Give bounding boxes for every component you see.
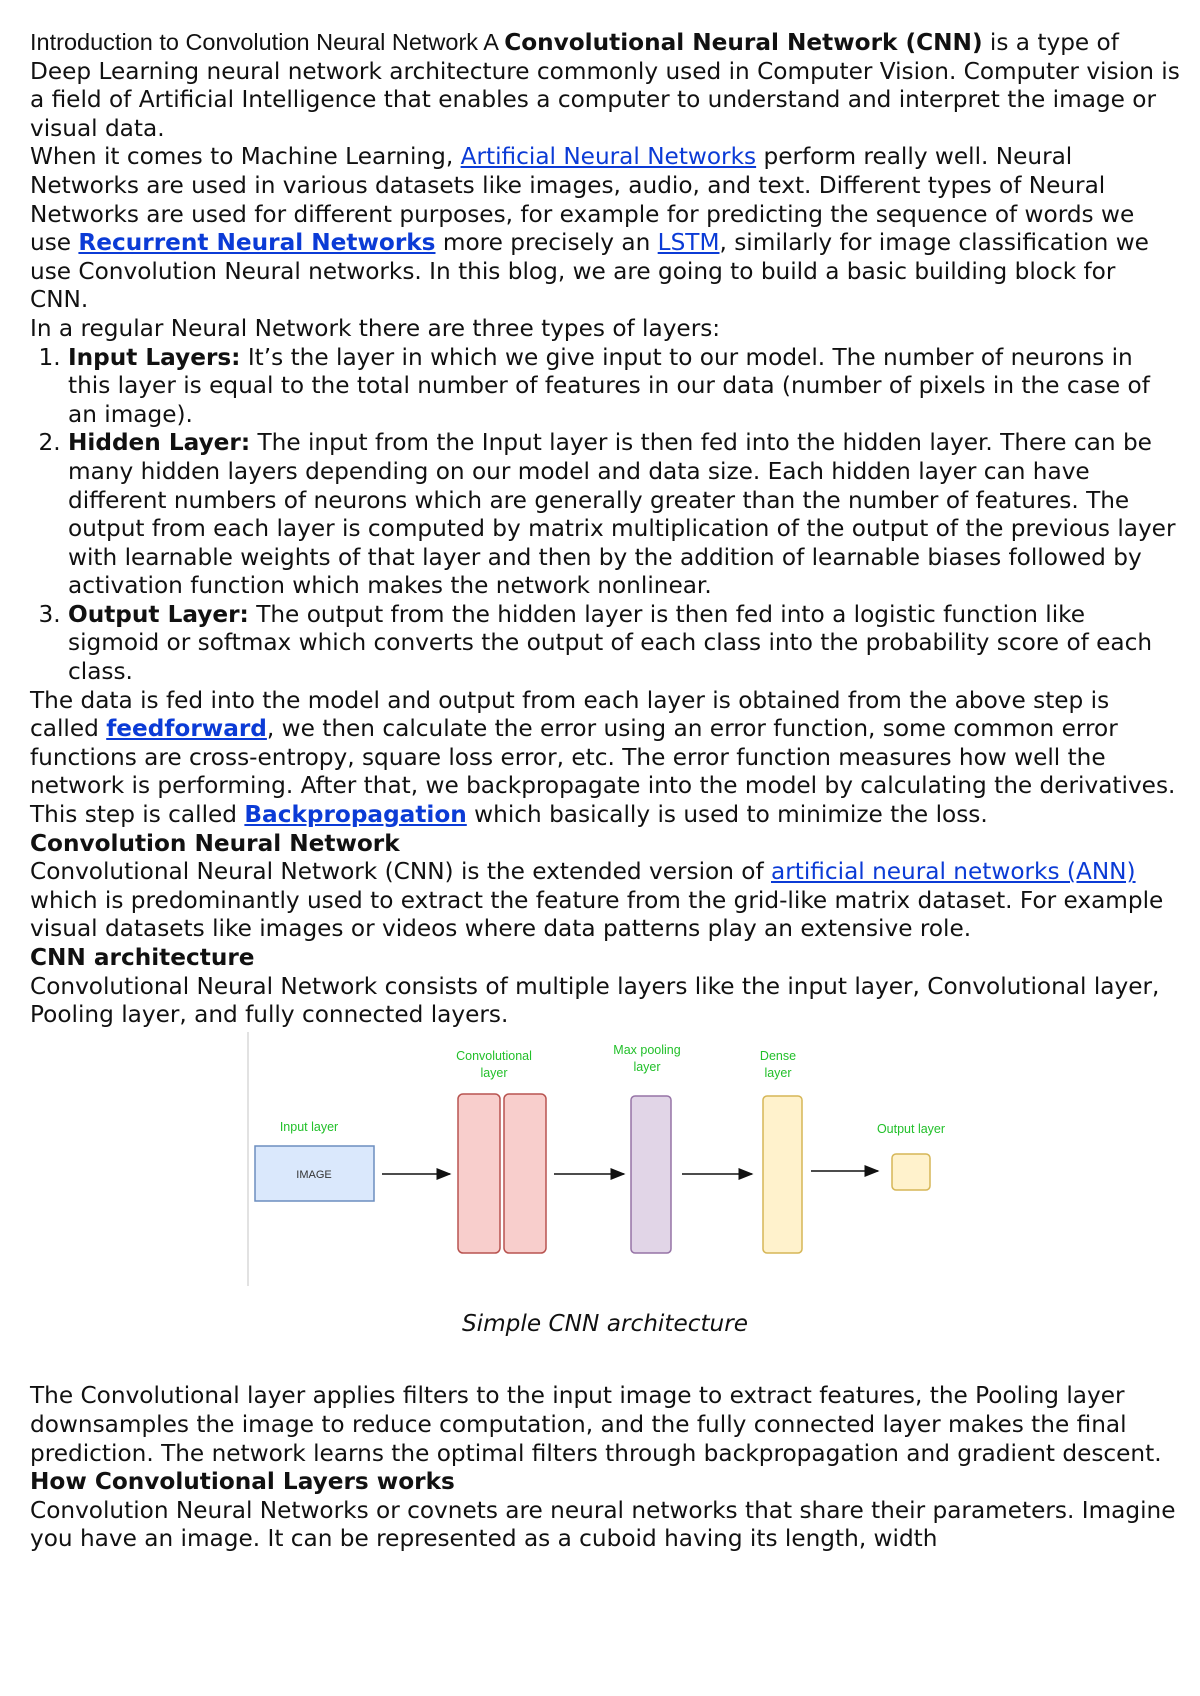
link-recurrent-neural-networks[interactable]: Recurrent Neural Networks xyxy=(78,229,436,257)
cnn-paragraph xyxy=(30,858,1180,944)
covnets-paragraph: Convolution Neural Networks or covnets are neural networks that share their parameters. Imagine you have an image. It can be represented as a cuboid having its length, width xyxy=(30,1496,1176,1553)
input-image-text: IMAGE xyxy=(296,1168,332,1181)
list-item-label: Output Layer: xyxy=(68,600,249,628)
text-run: , we then calculate the error using an error function, some common error functions are cross-entropy, square loss error, etc. The error function measures how well the network is performing. After that, we backpropagate into the model by calculating the derivatives. This step is called xyxy=(30,715,1176,829)
text-run: more precisely an xyxy=(435,229,658,257)
heading-convolution-neural-network: Convolution Neural Network xyxy=(30,829,400,857)
list-item-text: It’s the layer in which we give input to our model. The number of neurons in this layer is equal to the total number of features in our data (number of pixels in the case of an image). xyxy=(68,343,1150,428)
feedforward-paragraph xyxy=(30,687,1180,830)
layers-intro: In a regular Neural Network there are three types of layers: xyxy=(30,314,721,342)
ml-paragraph xyxy=(30,143,1180,315)
intro-rest: is a type of Deep Learning neural network architecture commonly used in Computer Vision. Computer vision is a field of Artificial Intelligence that enables a computer to understand and interpret the image or visual data. xyxy=(30,29,1180,142)
list-item-label: Hidden Layer: xyxy=(68,429,251,457)
text-run: which is predominantly used to extract the feature from the grid-like matrix dataset. For example visual datasets like images or videos where data patterns play an extensive role. xyxy=(30,886,1164,943)
link-artificial-neural-networks-ann[interactable]: artificial neural networks (ANN) xyxy=(771,858,1136,886)
dense-layer-label-line1: Dense xyxy=(759,1048,797,1063)
heading-cnn-architecture: CNN architecture xyxy=(30,944,255,971)
input-layer-label: Input layer xyxy=(279,1119,339,1134)
cnn-diagram xyxy=(30,1032,1180,1310)
output-layer-block xyxy=(892,1154,930,1190)
spacer xyxy=(30,1338,1180,1382)
text-run: , similarly for image classification we use Convolution Neural networks. In this blog, we are going to build a basic building block for CNN. xyxy=(30,229,1149,314)
heading-how-conv-layers-work: How Convolutional Layers works xyxy=(30,1468,455,1496)
link-artificial-neural-networks[interactable]: Artificial Neural Networks xyxy=(460,143,757,171)
output-layer-label: Output layer xyxy=(876,1121,946,1136)
intro-paragraph xyxy=(30,28,1180,143)
conv-filter-block-2 xyxy=(504,1094,546,1253)
conv-layer-label-line2: layer xyxy=(480,1065,508,1080)
intro-lead: Introduction to Convolution Neural Network A xyxy=(30,29,505,55)
cnn-architecture-figure xyxy=(30,1032,1180,1310)
text-run: which basically is used to minimize the loss. xyxy=(466,801,988,829)
text-run: When it comes to Machine Learning, xyxy=(30,143,461,171)
max-pooling-block xyxy=(631,1096,671,1253)
conv-filter-block-1 xyxy=(458,1094,500,1253)
architecture-paragraph: Convolutional Neural Network consists of multiple layers like the input layer, Convolutional layer, Pooling layer, and fully connected layers. xyxy=(30,972,1160,1029)
dense-layer-label-line2: layer xyxy=(764,1065,792,1080)
link-lstm[interactable]: LSTM xyxy=(657,229,720,257)
list-item-text: The output from the hidden layer is then fed into a logistic function like sigmoid or softmax which converts the output of each class into the probability score of each class. xyxy=(68,600,1153,686)
link-feedforward[interactable]: feedforward xyxy=(106,715,267,743)
dense-layer-block xyxy=(763,1096,802,1253)
pool-layer-label-line2: layer xyxy=(633,1059,661,1074)
list-item xyxy=(68,601,1180,687)
list-item xyxy=(68,429,1180,601)
conv-summary-paragraph: The Convolutional layer applies filters to the input image to extract features, the Pooling layer downsamples the image to reduce computation, and the fully connected layer makes the final prediction. The network learns the optimal filters through backpropagation and gradient descent. xyxy=(30,1382,1162,1467)
list-item xyxy=(68,344,1180,430)
conv-layer-label-line1: Convolutional xyxy=(456,1048,532,1063)
list-item-label: Input Layers: xyxy=(68,343,241,371)
layers-list xyxy=(30,344,1180,687)
text-run: The data is fed into the model and output from each layer is obtained from the above step is called xyxy=(30,686,1110,743)
figure-caption: Simple CNN architecture xyxy=(461,1309,749,1337)
document-page xyxy=(30,28,1180,1554)
link-backpropagation[interactable]: Backpropagation xyxy=(244,801,467,829)
list-item-text: The input from the Input layer is then fed into the hidden layer. There can be many hidden layers depending on our model and data size. Each hidden layer can have different numbers of neurons which are generally greater than the number of features. The output from each layer is computed by matrix multiplication of the output of the previous layer with learnable weights of that layer and then by the addition of learnable biases followed by activation function which makes the network nonlinear. xyxy=(68,429,1176,600)
pool-layer-label-line1: Max pooling xyxy=(613,1042,681,1057)
text-run: Convolutional Neural Network (CNN) is the extended version of xyxy=(30,858,771,886)
cnn-term: Convolutional Neural Network (CNN) xyxy=(504,29,983,56)
text-run: perform really well. Neural Networks are used in various datasets like images, audio, and text. Different types of Neural Networks are used for different purposes, for example for predicting the sequence of words we use xyxy=(30,143,1135,257)
